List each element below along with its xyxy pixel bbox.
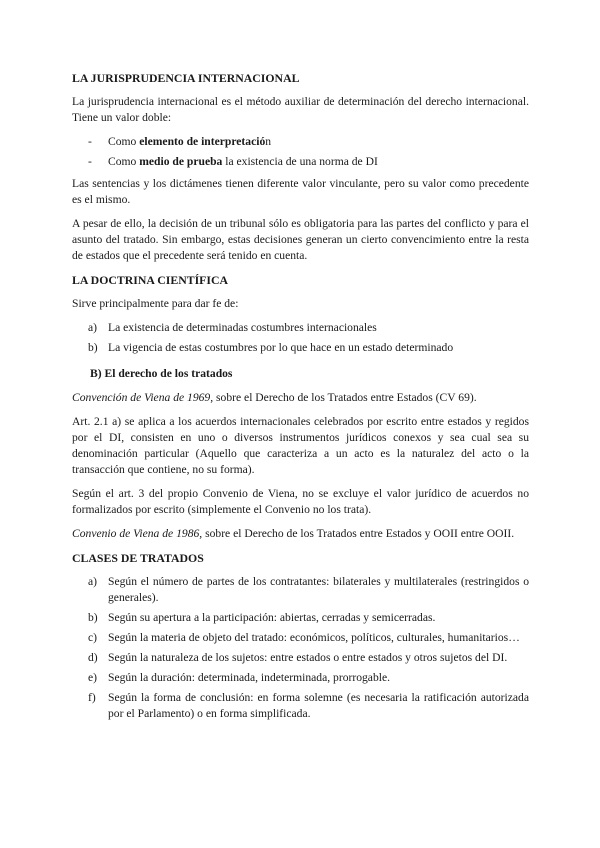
paragraph: Sirve principalmente para dar fe de:: [72, 297, 239, 310]
list-marker: d): [88, 651, 98, 664]
list-item: [72, 650, 529, 666]
list-item: [72, 630, 529, 646]
list-text: Según el número de partes de los contratantes: bilaterales y multilaterales (restringidos o generales).: [108, 575, 529, 604]
list-item: [72, 670, 529, 686]
list-item: [72, 690, 529, 722]
list-text: n: [265, 135, 272, 148]
list-text: Según la materia de objeto del tratado: económicos, políticos, culturales, humanitarios…: [108, 631, 520, 644]
list-marker: e): [88, 671, 98, 684]
list-marker: -: [88, 135, 92, 148]
list-text: Según la duración: determinada, indeterminada, prorrogable.: [108, 671, 391, 684]
list-marker: b): [88, 341, 98, 354]
list-marker: b): [88, 611, 98, 624]
list-marker: c): [88, 631, 98, 644]
paragraph: Según el art. 3 del propio Convenio de Viena, no se excluye el valor jurídico de acuerdos no formalizados por escrito (simplemente el Convenio no los trata).: [72, 487, 529, 516]
text: , sobre el Derecho de los Tratados entre Estados y OOII entre OOII.: [199, 527, 515, 540]
list-text: Como: [108, 135, 140, 148]
text: , sobre el Derecho de los Tratados entre Estados (CV 69).: [210, 391, 477, 404]
list-marker: a): [88, 321, 98, 334]
list-text: La vigencia de estas costumbres por lo que hace en un estado determinado: [108, 341, 454, 354]
section-heading-clases: CLASES DE TRATADOS: [72, 551, 204, 565]
paragraph: A pesar de ello, la decisión de un tribunal sólo es obligatoria para las partes del conflicto y para el asunto del tratado. Sin embargo, estas decisiones generan un cierto convencimiento entre la resta de estados que el precedente será tenido en cuenta.: [72, 217, 529, 262]
paragraph: La jurisprudencia internacional es el método auxiliar de determinación del derecho internacional. Tiene un valor doble:: [72, 95, 529, 124]
list-text: la existencia de una norma de DI: [222, 155, 378, 168]
list-item: [72, 154, 529, 170]
list-text: Según la forma de conclusión: en forma solemne (es necesaria la ratificación autorizada por el Parlamento) o en forma simplificada.: [108, 691, 529, 720]
list-marker: -: [88, 155, 92, 168]
italic-text: Convenio de Viena de 1986: [72, 527, 200, 540]
list-text-bold: elemento de interpretació: [139, 135, 266, 148]
list-text: Como: [108, 155, 140, 168]
paragraph: [72, 526, 529, 542]
paragraph: Las sentencias y los dictámenes tienen diferente valor vinculante, pero su valor como precedente es el mismo.: [72, 177, 529, 206]
section-heading-jurisprudencia: LA JURISPRUDENCIA INTERNACIONAL: [72, 71, 300, 85]
paragraph: [72, 390, 529, 406]
list-marker: a): [88, 575, 98, 588]
list-text: La existencia de determinadas costumbres internacionales: [108, 321, 377, 334]
alpha-list: [72, 574, 529, 722]
list-item: [72, 340, 529, 356]
italic-text: Convención de Viena de 1969: [72, 391, 211, 404]
section-heading-doctrina: LA DOCTRINA CIENTÍFICA: [72, 273, 229, 287]
alpha-list: [72, 320, 529, 356]
list-text-bold: medio de prueba: [139, 155, 223, 168]
dash-list: [72, 134, 529, 170]
subheading-tratados: B) El derecho de los tratados: [90, 367, 233, 380]
list-item: [72, 320, 529, 336]
list-item: [72, 574, 529, 606]
paragraph: Art. 2.1 a) se aplica a los acuerdos internacionales celebrados por escrito entre estados y regidos por el DI, consisten en uno o diversos instrumentos jurídicos conexos y sea cual sea su denominación particular (Aquello que caracteriza a un acto es la naturalez del acto o la transacción que contiene, no su forma).: [72, 415, 529, 476]
list-item: [72, 610, 529, 626]
list-text: Según su apertura a la participación: abiertas, cerradas y semicerradas.: [108, 611, 436, 624]
list-item: [72, 134, 529, 150]
list-marker: f): [88, 691, 96, 704]
list-text: Según la naturaleza de los sujetos: entre estados o entre estados y otros sujetos del DI.: [108, 651, 508, 664]
